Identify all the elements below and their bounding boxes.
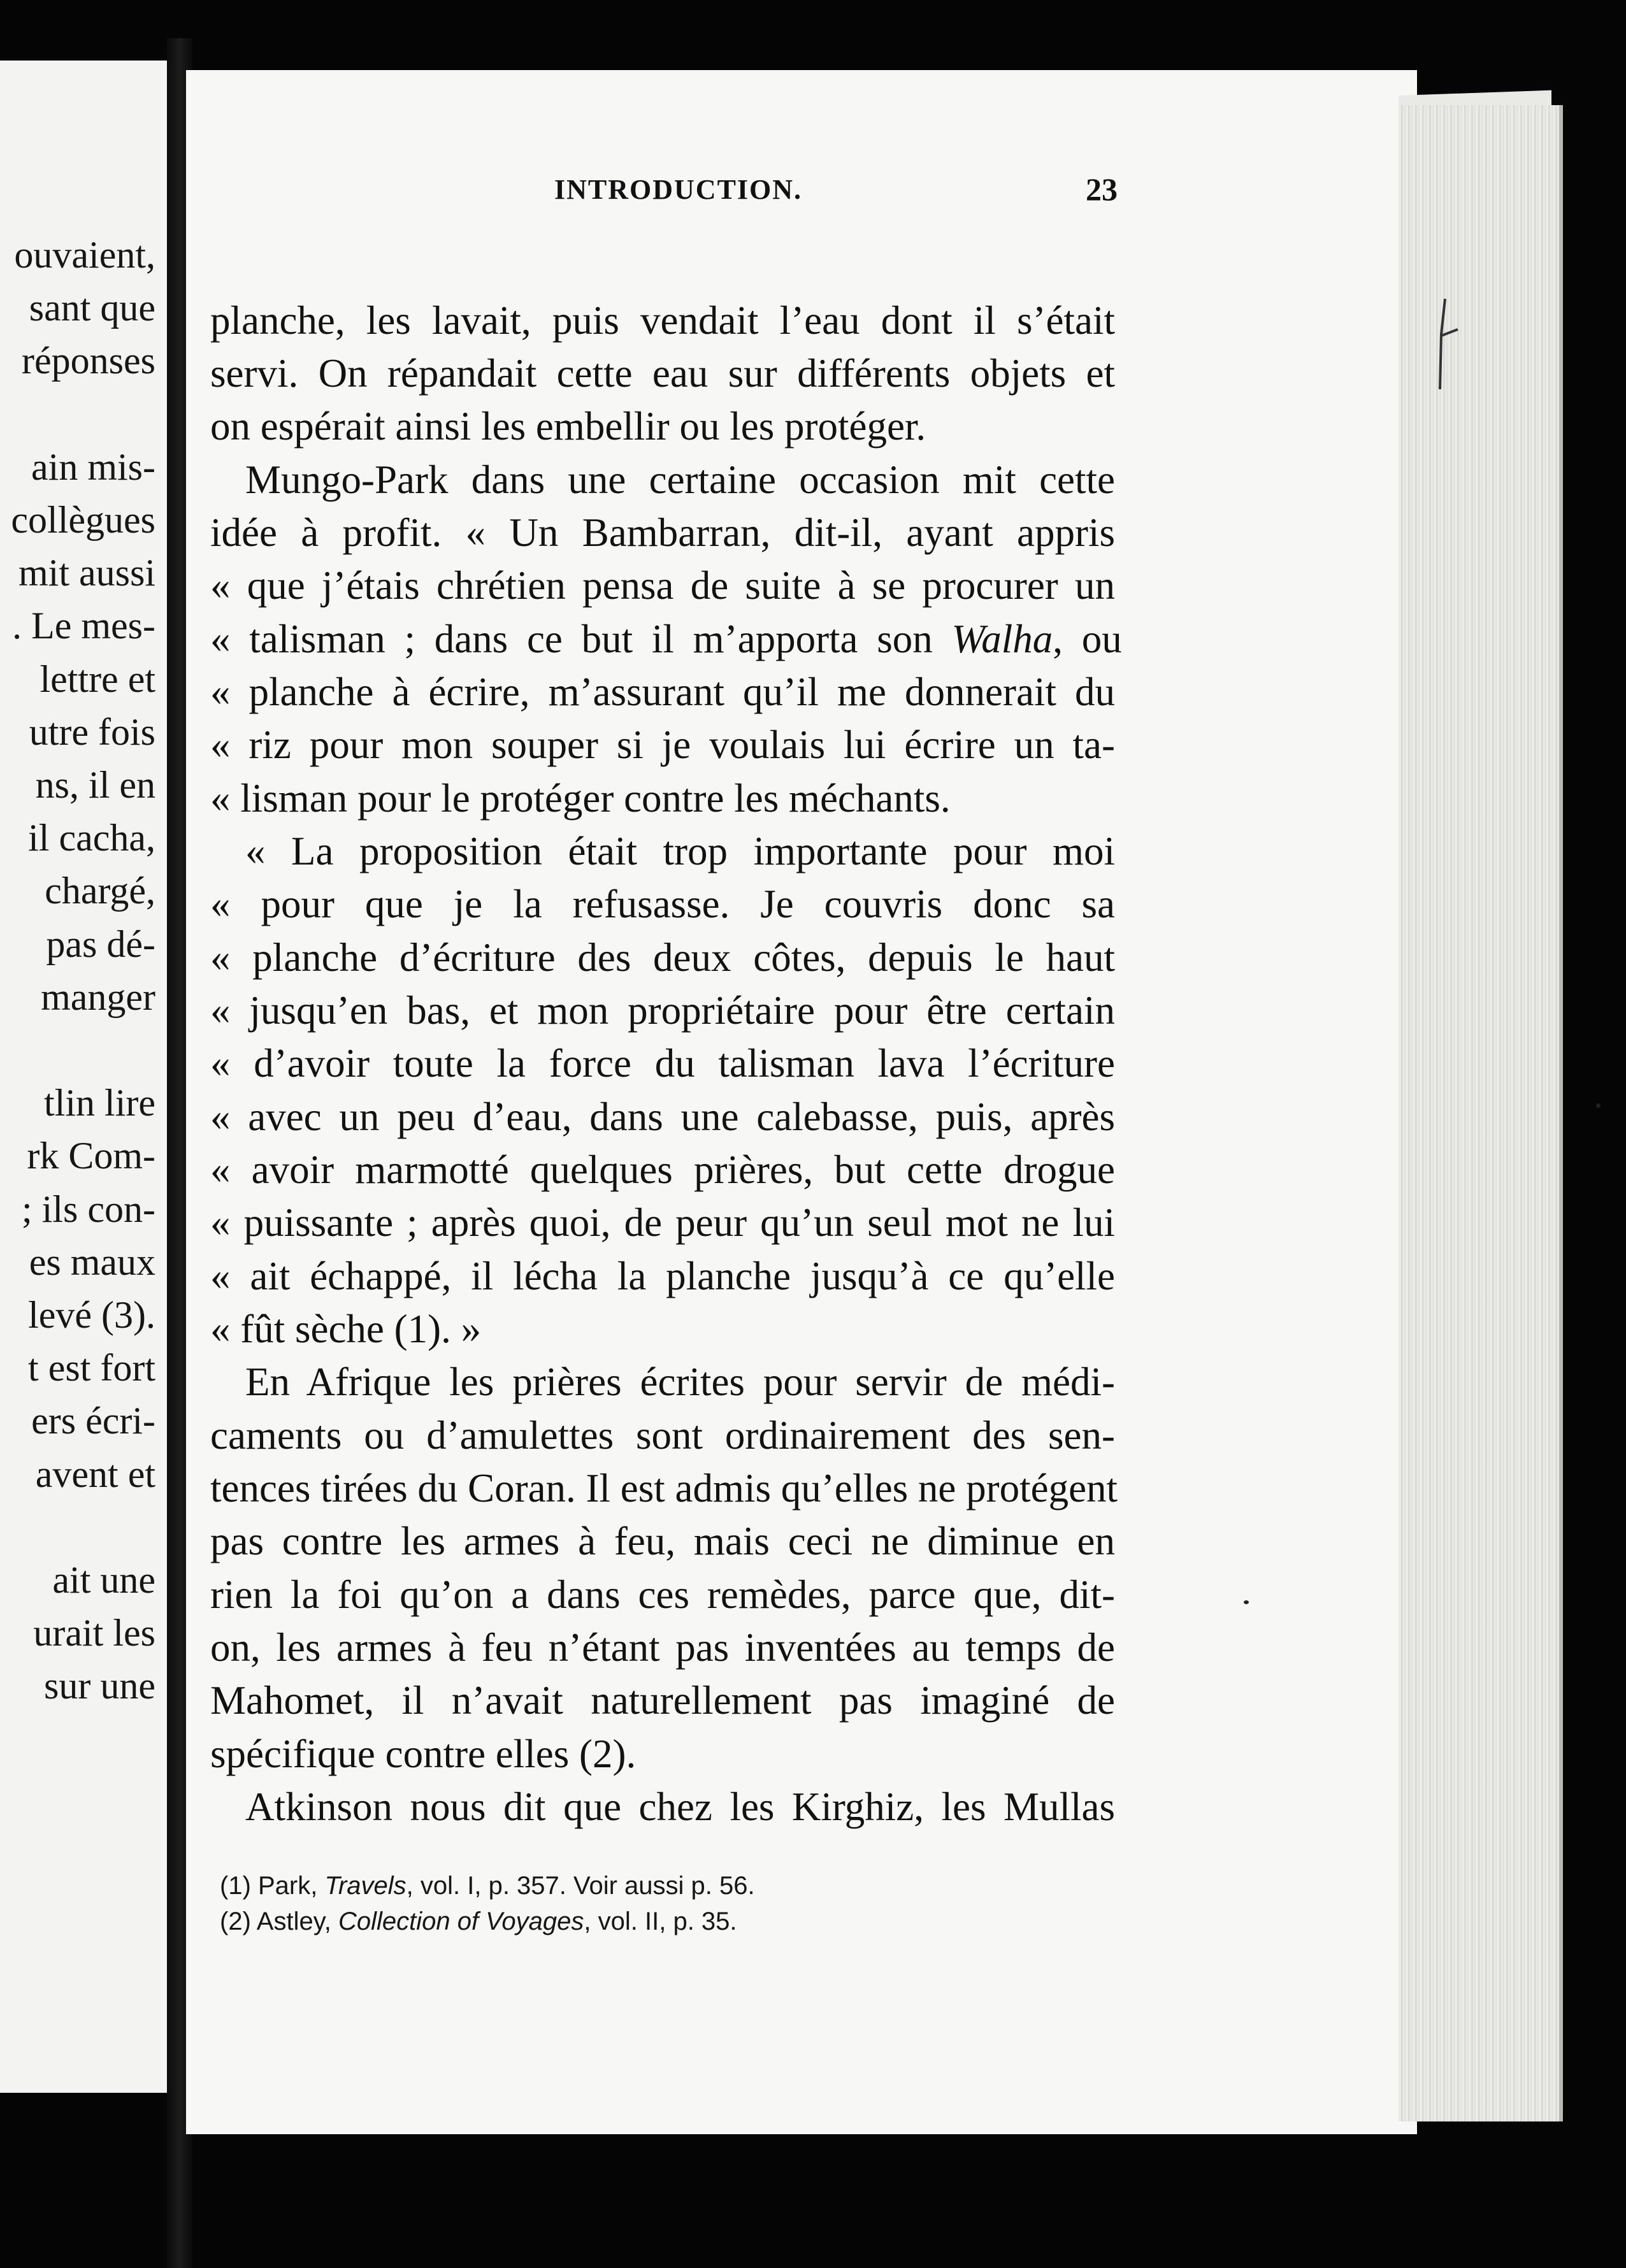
footnote-2 (220, 1907, 737, 1936)
body-line: « planche d’écriture des deux côtes, depuis le haut (210, 935, 1115, 980)
body-line (210, 617, 1122, 661)
body-line: pas contre les armes à feu, mais ceci ne diminue en (210, 1519, 1115, 1563)
body-line: Mahomet, il n’avait naturellement pas imaginé de (210, 1678, 1115, 1723)
body-line: « d’avoir toute la force du talisman lava l’écriture (210, 1041, 1115, 1086)
previous-page-line: ; ils con- (22, 1188, 155, 1230)
footnote-1-prefix: (1) Park, (220, 1872, 325, 1900)
body-line: En Afrique les prières écrites pour servir de médi- (245, 1360, 1115, 1404)
body-line-tail: , ou (1053, 617, 1122, 661)
body-line: « puissante ; après quoi, de peur qu’un seul mot ne lui (210, 1200, 1115, 1245)
footnote-1-title: Travels (324, 1872, 406, 1900)
previous-page-line: collègues (11, 499, 155, 541)
previous-page-line: pas dé- (46, 922, 155, 965)
previous-page-line: utre fois (29, 710, 155, 753)
footnote-2-title: Collection of Voyages (338, 1907, 584, 1935)
running-head (0, 173, 1626, 218)
previous-page-line: sur une (44, 1665, 155, 1707)
body-line: « jusqu’en bas, et mon propriétaire pour être certain (210, 988, 1115, 1033)
body-line: « avoir marmotté quelques prières, but cette drogue (210, 1147, 1115, 1192)
previous-page-line: ns, il en (35, 764, 155, 806)
previous-page-line: levé (3). (28, 1294, 155, 1336)
footnote-2-prefix: (2) Astley, (220, 1907, 338, 1935)
body-line: « pour que je la refusasse. Je couvris donc sa (210, 882, 1115, 926)
body-line: Atkinson nous dit que chez les Kirghiz, les Mullas (245, 1784, 1115, 1829)
previous-page-line: ait une (52, 1559, 155, 1601)
footnote-1 (220, 1872, 755, 1900)
body-line: « planche à écrire, m’assurant qu’il me donnerait du (210, 670, 1115, 714)
body-line: « La proposition était trop importante pour moi (245, 829, 1115, 873)
previous-page-line: urait les (33, 1612, 155, 1654)
footnote-1-suffix: , vol. I, p. 357. Voir aussi p. 56. (406, 1872, 755, 1900)
previous-page-line: . Le mes- (12, 605, 155, 647)
running-head-title: INTRODUCTION. (554, 174, 803, 205)
page-edges-stack (1399, 105, 1563, 2121)
footnote-2-suffix: , vol. II, p. 35. (584, 1907, 737, 1935)
body-line: tences tirées du Coran. Il est admis qu’elles ne protégent (210, 1466, 1118, 1511)
previous-page-line: tlin lire (44, 1082, 155, 1124)
previous-page-line: sant que (29, 287, 155, 329)
body-line: « riz pour mon souper si je voulais lui écrire un ta- (210, 722, 1115, 767)
margin-pen-mark (1426, 296, 1462, 392)
page-number: 23 (1086, 171, 1118, 207)
body-line: « ait échappé, il lécha la planche jusqu’à ce qu’elle (210, 1254, 1115, 1298)
body-line: on, les armes à feu n’étant pas inventées au temps de (210, 1625, 1115, 1670)
walha-word: Walha (951, 617, 1053, 661)
previous-page-line: mit aussi (18, 552, 155, 594)
dust-speck (1596, 1103, 1601, 1108)
body-line: « fût sèche (1). » (210, 1307, 482, 1351)
body-line: spécifique contre elles (2). (210, 1732, 637, 1776)
previous-page-line: chargé, (45, 870, 155, 912)
body-line: caments ou d’amulettes sont ordinairement des sen- (210, 1413, 1115, 1458)
previous-page-line: rk Com- (27, 1135, 155, 1177)
previous-page-line: manger (41, 975, 155, 1018)
previous-page-line: il cacha, (28, 817, 155, 859)
previous-page-line: lettre et (40, 657, 155, 700)
previous-page-line: t est fort (28, 1347, 155, 1389)
dust-speck (1244, 1600, 1249, 1604)
previous-page-line: ain mis- (31, 445, 155, 488)
body-line: planche, les lavait, puis vendait l’eau dont il s’était (210, 298, 1115, 343)
body-line-text: « talisman ; dans ce but il m’apporta son (210, 617, 952, 661)
previous-page-line: réponses (22, 340, 155, 382)
body-line: « lisman pour le protéger contre les méchants. (210, 776, 951, 821)
previous-page-strip (0, 61, 167, 2093)
body-line: rien la foi qu’on a dans ces remèdes, parce que, dit- (210, 1572, 1115, 1617)
previous-page-line: es maux (29, 1240, 155, 1283)
previous-page-line: ers écri- (31, 1400, 155, 1442)
previous-page-line: avent et (35, 1453, 155, 1495)
body-line: « avec un peu d’eau, dans une calebasse, puis, après (210, 1095, 1115, 1139)
body-line: Mungo-Park dans une certaine occasion mit cette (245, 457, 1115, 502)
body-line: « que j’étais chrétien pensa de suite à se procurer un (210, 563, 1115, 608)
body-line: servi. On répandait cette eau sur différents objets et (210, 351, 1115, 396)
body-line: on espérait ainsi les embellir ou les protéger. (210, 404, 926, 449)
body-line: idée à profit. « Un Bambarran, dit-il, ayant appris (210, 510, 1115, 555)
previous-page-line: ouvaient, (14, 234, 155, 276)
